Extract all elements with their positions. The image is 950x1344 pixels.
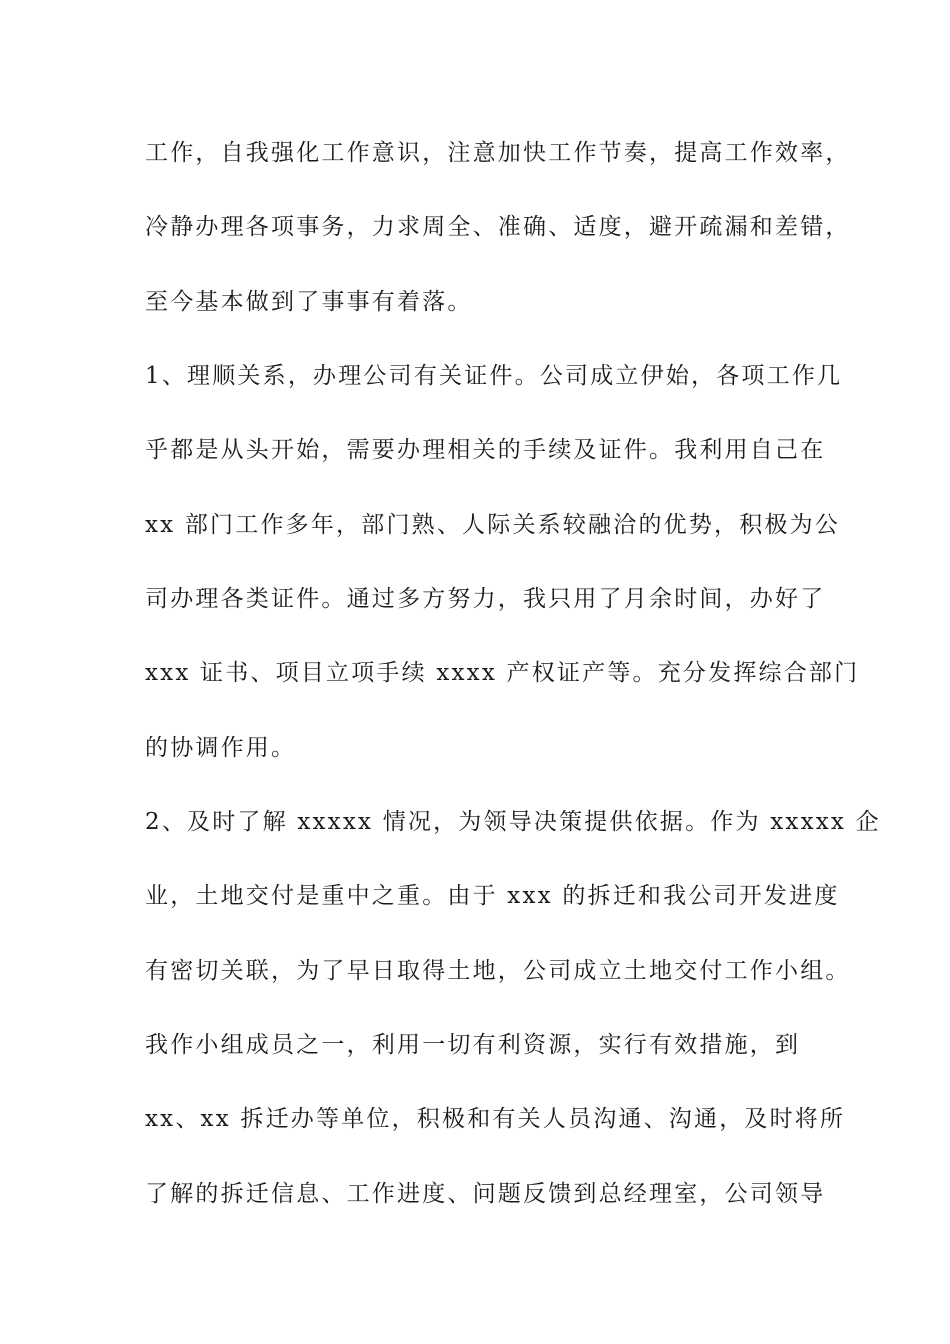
text-line: 司办理各类证件。通过多方努力，我只用了月余时间，办好了 (145, 586, 826, 612)
text-line: 业，土地交付是重中之重。由于 xxx 的拆迁和我公司开发进度 (145, 883, 840, 909)
text-line: 了解的拆迁信息、工作进度、问题反馈到总经理室，公司领导 (145, 1181, 826, 1207)
text-line: 至今基本做到了事事有着落。 (145, 289, 473, 315)
text-line: xx、xx 拆迁办等单位，积极和有关人员沟通、沟通，及时将所 (145, 1106, 846, 1132)
text-line: 工作，自我强化工作意识，注意加快工作节奏，提高工作效率， (145, 140, 851, 166)
text-line: 1、理顺关系，办理公司有关证件。公司成立伊始，各项工作几 (145, 363, 843, 389)
text-line: 2、及时了解 xxxxx 情况，为领导决策提供依据。作为 xxxxx 企 (145, 809, 881, 835)
text-line: 乎都是从头开始，需要办理相关的手续及证件。我利用自己在 (145, 437, 826, 463)
text-line: 的协调作用。 (145, 735, 297, 761)
text-line: xx 部门工作多年，部门熟、人际关系较融洽的优势，积极为公 (145, 512, 841, 538)
text-line: 冷静办理各项事务，力求周全、准确、适度，避开疏漏和差错， (145, 214, 851, 240)
text-line: 有密切关联，为了早日取得土地，公司成立土地交付工作小组。 (145, 958, 851, 984)
text-line: 我作小组成员之一，利用一切有利资源，实行有效措施，到 (145, 1032, 801, 1058)
text-line: xxx 证书、项目立项手续 xxxx 产权证产等。充分发挥综合部门 (145, 660, 860, 686)
